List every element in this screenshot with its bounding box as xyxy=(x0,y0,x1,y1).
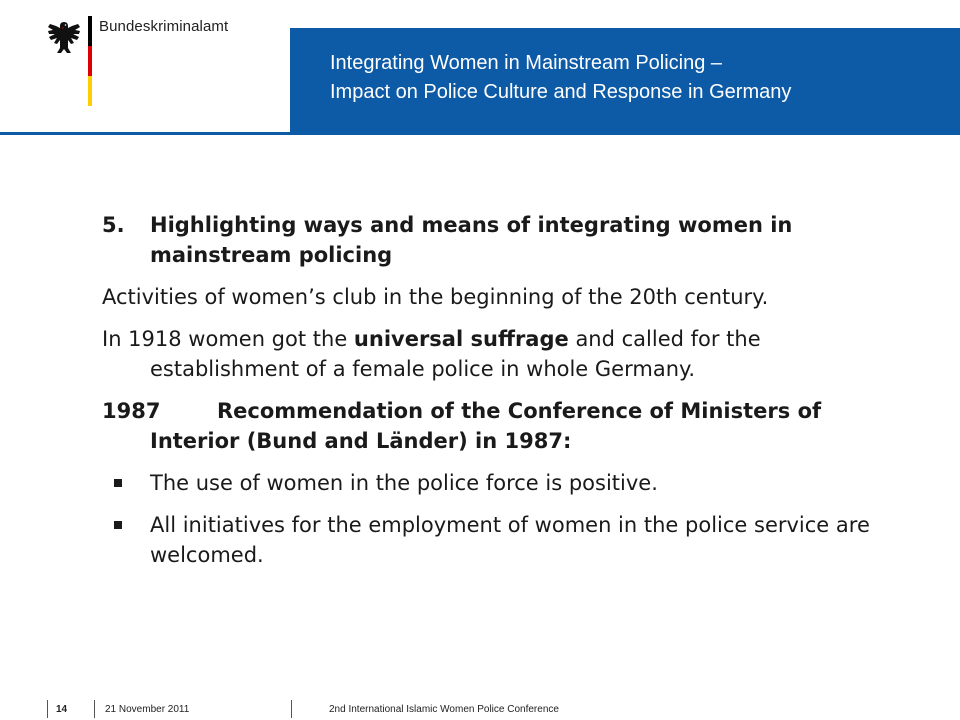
suffrage-text-after: and called for the establishment of a female police in whole Germany. xyxy=(150,327,761,381)
organization-name: Bundeskriminalamt xyxy=(99,18,229,35)
presentation-title xyxy=(330,49,791,107)
footer-separator xyxy=(94,700,95,718)
recommendation-year: 1987 xyxy=(102,399,161,423)
section-heading-text: Highlighting ways and means of integrating women in mainstream policing xyxy=(150,213,793,267)
bullet-text: All initiatives for the employment of women in the police service are welcomed. xyxy=(150,513,870,567)
footer-conference-name: 2nd International Islamic Women Police Conference xyxy=(329,704,559,715)
title-band xyxy=(290,28,960,132)
bullet-item xyxy=(102,468,892,498)
recommendation-text: Recommendation of the Conference of Ministers of Interior (Bund and Länder) in 1987: xyxy=(150,399,822,453)
section-heading xyxy=(102,210,892,270)
slide-content xyxy=(102,210,892,582)
title-line-2: Impact on Police Culture and Response in Germany xyxy=(330,81,792,103)
footer-separator xyxy=(291,700,292,718)
bullet-text: The use of women in the police force is positive. xyxy=(150,471,658,495)
suffrage-text-before: In 1918 women got the xyxy=(102,327,354,351)
suffrage-emphasis: universal suffrage xyxy=(353,327,569,351)
footer-separator xyxy=(47,700,48,718)
paragraph-recommendation xyxy=(102,396,892,456)
federal-eagle-icon xyxy=(46,18,82,58)
header-divider xyxy=(0,132,960,135)
square-bullet-icon xyxy=(114,521,122,529)
square-bullet-icon xyxy=(114,479,122,487)
title-line-1: Integrating Women in Mainstream Policing – xyxy=(330,52,723,74)
bullet-item xyxy=(102,510,892,570)
logo-area xyxy=(24,0,290,130)
footer-date: 21 November 2011 xyxy=(105,704,190,715)
german-flag-bar xyxy=(88,16,92,106)
paragraph-suffrage xyxy=(102,324,892,384)
section-number: 5. xyxy=(102,213,125,237)
page-number: 14 xyxy=(56,704,68,715)
paragraph-womens-club: Activities of women’s club in the beginning of the 20th century. xyxy=(102,285,769,309)
slide-footer xyxy=(0,700,960,720)
